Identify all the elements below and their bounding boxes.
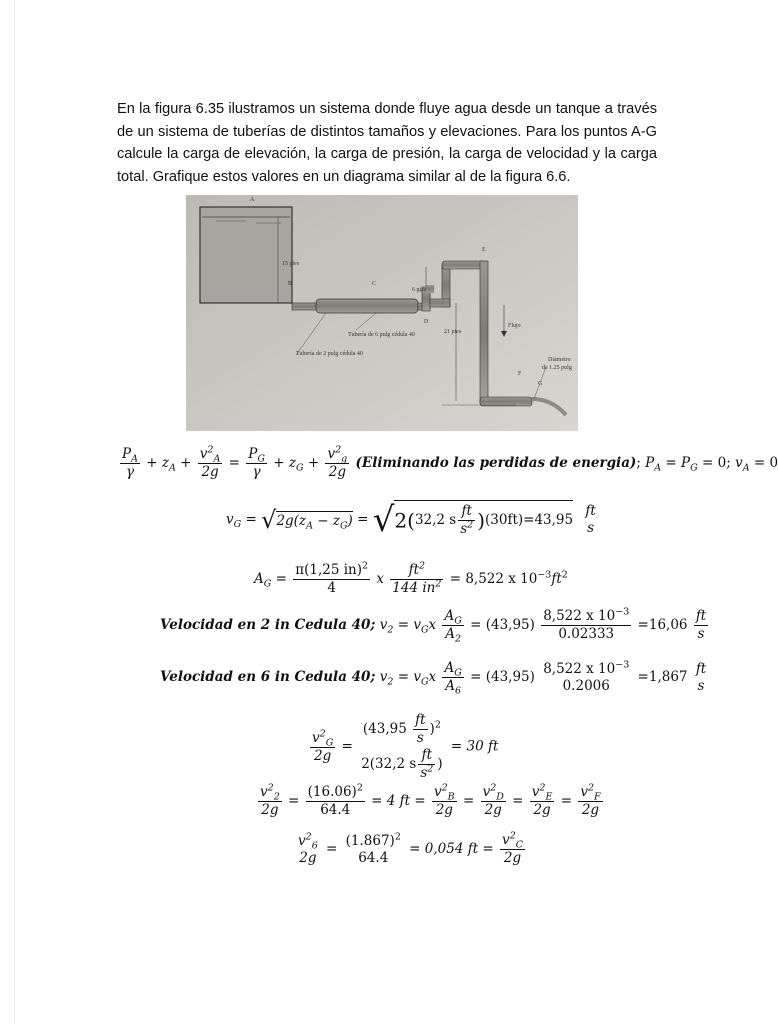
point-b: B — [288, 281, 293, 287]
pipe-2in — [292, 303, 316, 310]
point-f: F — [518, 371, 522, 377]
equation-bernoulli: $\frac{P_A}{\gamma}$ + $z_A$ + $\frac{v^2_A}{2g}$ = $\frac{P_G}{\gamma}$ + $z_G$ + $\frac{v^2_g}{2g}$ (Eliminando las perdidas de energia); $P_A = P_G = 0$; $v_A = 0$ — [122, 444, 778, 480]
label-15-pies: 15 pies — [282, 261, 300, 267]
equation-head-2in: $\frac{v^2_2}{2g}$ = $\frac{(16.06)^2}{64.4}$ = 4 ft = $\frac{v^2_B}{2g}$ = $\frac{v^2_D}{2g}$ = $\frac{v^2_E}{2g}$ = $\frac{v^2_F}{2g}$ — [260, 782, 601, 818]
equation-velocity-g: $v_G = √2g(z_A - z_G) = √2(32,2$ s $\frac{ft}{s^2}$ )(30ft)=43,95 ft s — [226, 500, 596, 540]
problem-statement: En la figura 6.35 ilustramos un sistema donde fluye agua desde un tanque a través de un sistema de tuberías de distintos tamaños y elevaciones. Para los puntos A-G calcule la carga de elevación, la carga de presión, la carga de velocidad y la carga total. Grafique estos valores en un diagrama similar al de la figura 6.6. — [117, 101, 657, 185]
label-6-pies: 6 pies — [412, 287, 427, 293]
point-d: D — [424, 319, 429, 325]
point-g: G — [538, 381, 543, 387]
label-diametro-2: de 1.25 pulg — [542, 365, 572, 371]
energy-loss-note: (Eliminando las perdidas de energia) — [355, 455, 637, 471]
label-flujo: Flujo — [508, 323, 521, 329]
pipe-6in — [316, 299, 418, 313]
label-pipe-2in: Tubería de 2 pulg cédula 40 — [296, 351, 363, 357]
page-edge — [14, 0, 15, 1024]
point-a: A — [250, 197, 255, 203]
label-21-pies: 21 pies — [444, 329, 462, 335]
equation-head-g: $\frac{v^2_G}{2g}$ = (43,95 $\frac{ft}{s}$ )$^2$ 2(32,2 s $\frac{ft}{s^2}$ ) = 30 ft — [312, 712, 499, 781]
label-pipe-6in: Tubería de 6 pulg cédula 40 — [348, 332, 415, 338]
equation-area-g: $A_G$ = $\frac{\pi(1,25 in)^2}{4}$ x $\frac{ft^2}{144 in^2}$ = 8,522 x $10^{-3}ft^2$ — [254, 560, 568, 596]
label-diametro: Diámetro — [548, 357, 571, 363]
point-c: C — [372, 281, 377, 287]
equation-velocity-2in: Velocidad en 2 in Cedula 40; $v_2 = v_Gx$ $\frac{A_G}{A_2}$ = (43,95) $\frac{8,522 x 10^{-3}}{0.02333}$ =16,06 $\frac{ft}{s}$ — [160, 606, 707, 645]
equation-velocity-6in: Velocidad en 6 in Cedula 40; $v_2 = v_Gx$ $\frac{A_G}{A_6}$ = (43,95) 8,522 x $10^{-3}$ 0.2006 =1,867 ft s — [160, 659, 707, 697]
figure-pipe-system — [186, 195, 578, 431]
point-e: E — [482, 247, 486, 253]
equation-head-6in: $v^2_6$ 2g = $(1.867)^2$ 64.4 = 0,054 ft = $\frac{v^2_C}{2g}$ — [298, 830, 524, 866]
